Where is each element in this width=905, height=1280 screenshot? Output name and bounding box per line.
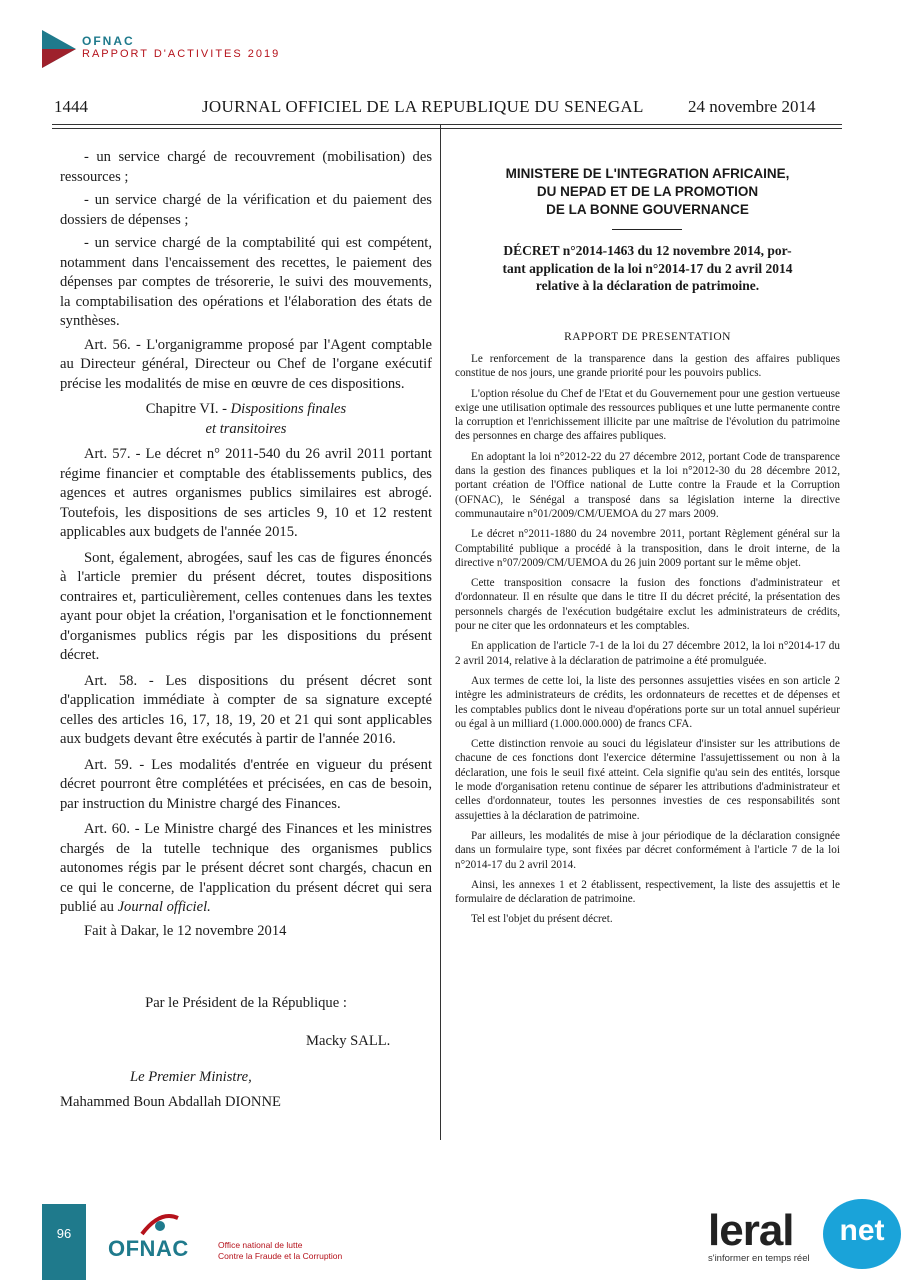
article-59: Art. 59. - Les modalités d'entrée en vigueur du présent décret pourront être complétées et précisées, en cas de besoin, par instruction du Ministre chargé des Finances. xyxy=(60,756,432,812)
paragraph: Ainsi, les annexes 1 et 2 établissent, respectivement, la liste des assujettis et le formulaire de déclaration de patrimoine. xyxy=(455,878,840,906)
journal-date: 24 novembre 2014 xyxy=(688,97,816,116)
leral-tagline: s'informer en temps réel xyxy=(708,1253,810,1264)
header-report-title: RAPPORT D'ACTIVITES 2019 xyxy=(82,48,281,60)
leral-logo-text: leral xyxy=(708,1206,794,1255)
paragraph: En application de l'article 7-1 de la loi du 27 décembre 2012, la loi n°2014-17 du 2 avril 2014, relative à la déclaration de patrimoine a été promulguée. xyxy=(455,640,840,667)
chapter-title-line1: Dispositions finales xyxy=(230,401,347,417)
list-item: - un service chargé de la vérification et du paiement des dossiers de dépenses ; xyxy=(60,192,432,228)
decree-line-3: relative à la déclaration de patrimoine. xyxy=(535,278,760,293)
decree-line-1: DÉCRET n°2014-1463 du 12 novembre 2014, por- xyxy=(503,243,792,258)
right-column xyxy=(455,352,840,927)
chapter-title-line2: et transitoires xyxy=(205,420,287,437)
paragraph: Cette transposition consacre la fusion des fonctions d'administrateur et d'ordonnateur. Il en résulte que dans le titre II du décret précité, la présentation des personnels chargés de l'exécution budgétaire exclut les administrateurs de crédits, pour ne citer que les ordonnateurs et les comptables. xyxy=(455,577,840,633)
header-rule-secondary xyxy=(52,128,842,129)
article-60-text: Art. 60. - Le Ministre chargé des Finances et les ministres chargés de la tutelle technique des organismes publics autonomes régis par le présent décret sont chargés, chacun en ce qui le concerne, de l'application du présent décret qui sera publié au xyxy=(60,821,432,915)
article-56: Art. 56. - L'organigramme proposé par l'Agent comptable au Directeur général, Directeur ou Chef de l'organe exécutif précise les modalités de mise en œuvre de ces dispositions. xyxy=(60,336,432,392)
ofnac-header-logo-accent-icon xyxy=(42,49,76,68)
list-item: - un service chargé de recouvrement (mobilisation) des ressources ; xyxy=(60,149,432,185)
by-president-line: Par le Président de la République : xyxy=(145,995,347,1011)
ofnac-tagline-line1: Office national de lutte xyxy=(218,1240,303,1250)
paragraph: Par ailleurs, les modalités de mise à jour périodique de la déclaration consignée dans un formulaire type, sont fixées par décret conformément à l'article 7 de la loi n°2014-17 du 2 avril 2014. xyxy=(455,829,840,871)
article-58: Art. 58. - Les dispositions du présent décret sont d'application immédiate à compter de sa signature excepté celles des articles 16, 17, 18, 19, 20 et 21 qui sont applicables aux budgets devant être exécutés à partir de l'année 2016. xyxy=(60,672,432,747)
paragraph: L'option résolue du Chef de l'Etat et du Gouvernement pour une gestion vertueuse exige une utilisation optimale des ressources publiques et une lutte permanente contre la corruption et l'enrichissement illicite par une maîtrise de l'évolution du patrimoine des personnes en charge des affaires publiques. xyxy=(455,387,840,443)
journal-title: JOURNAL OFFICIEL DE LA REPUBLIQUE DU SENEGAL xyxy=(202,97,644,116)
chapter-prefix: Chapitre VI. - xyxy=(145,401,231,417)
header-rule xyxy=(52,124,842,125)
ministry-divider xyxy=(612,229,682,230)
left-column xyxy=(60,148,432,941)
prime-minister-name: Mahammed Boun Abdallah DIONNE xyxy=(60,1094,281,1110)
paragraph: Cette distinction renvoie au souci du législateur d'insister sur les attributions de chacune de ces fonctions dont l'exercice détermine l'assujettissement ou non à la déclaration, une fois le seuil fixé atteint. Cela signifie qu'au sein des entités, lorsque le mode d'organisation retenu continue de séparer les attributions d'administrateur et celles d'ordonnateur, toutes les personnes investies de ces responsabilités sont assujetties à la déclaration de patrimoine. xyxy=(455,738,840,822)
decree-line-2: tant application de la loi n°2014-17 du 2 avril 2014 xyxy=(502,260,793,276)
journal-page-number: 1444 xyxy=(54,97,88,116)
ministry-line-3: DE LA BONNE GOUVERNANCE xyxy=(546,202,749,217)
journal-officiel-ref: Journal officiel. xyxy=(117,899,211,915)
article-60 xyxy=(60,820,432,918)
ofnac-tagline xyxy=(218,1240,342,1262)
president-name: Macky SALL. xyxy=(306,1033,391,1049)
list-item: - un service chargé de la comptabilité qui est compétent, notamment dans l'encaissement des recettes, le paiement des dépenses par comptes de trésorerie, le suivi des mouvements, la comptabilisation des opérations et l'élaboration des états de synthèses. xyxy=(60,235,432,329)
ministry-heading xyxy=(455,165,840,219)
report-page-number: 96 xyxy=(56,1226,72,1241)
page-number-tab xyxy=(42,1204,86,1280)
ministry-line-2: DU NEPAD ET DE LA PROMOTION xyxy=(536,184,759,199)
header-org: OFNAC xyxy=(82,34,135,48)
ofnac-logo: OFNAC xyxy=(108,1236,189,1261)
decree-title xyxy=(455,242,840,295)
ofnac-tagline-line2: Contre la Fraude et la Corruption xyxy=(218,1251,343,1261)
paragraph: En adoptant la loi n°2012-22 du 27 décembre 2012, portant Code de transparence dans la gestion des finances publiques et la loi n°2012-30 du 28 décembre 2012, portant création de l'Office national de Lutte contre la Fraude et la Corruption (OFNAC), le Sénégal a transposé dans sa législation interne la directive communautaire n°01/2009/CM/UEMOA du 27 mars 2009. xyxy=(455,450,840,520)
column-divider xyxy=(440,125,441,1140)
paragraph: Le décret n°2011-1880 du 24 novembre 2011, portant Règlement général sur la Comptabilité publique a procédé à la transposition, dans le droit interne, de la directive n°07/2009/CM/UEMOA du 26 juin 2009 portant sur le même objet. xyxy=(455,528,840,569)
signature-place-date: Fait à Dakar, le 12 novembre 2014 xyxy=(84,922,287,939)
chapter-heading xyxy=(60,400,432,439)
ministry-line-1: MINISTERE DE L'INTEGRATION AFRICAINE, xyxy=(505,166,790,181)
leral-net-text: net xyxy=(839,1214,885,1247)
paragraph: Sont, également, abrogées, sauf les cas de figures énoncés à l'article premier du présent décret, toutes dispositions contraires et, particulièrement, celles contenues dans les textes ayant pour objet la création, l'organisation et le fonctionnement d'organismes publics régis par les dispositions du présent décret. xyxy=(60,549,432,663)
paragraph: Le renforcement de la transparence dans la gestion des affaires publiques constitue de nos jours, une grande priorité pour les pouvoirs publics. xyxy=(455,353,840,380)
article-57: Art. 57. - Le décret n° 2011-540 du 26 avril 2011 portant régime financier et comptable des établissements publics, des agences et autres organismes publics similaires est abrogé. Toutefois, les dispositions de ses articles 9, 10 et 12 restent applicables aux budgets de l'année 2015. xyxy=(60,446,432,540)
rapport-heading: RAPPORT DE PRESENTATION xyxy=(564,331,731,343)
ofnac-emblem-icon xyxy=(138,1208,182,1238)
prime-minister-title: Le Premier Ministre, xyxy=(130,1069,252,1085)
paragraph: Tel est l'objet du présent décret. xyxy=(471,913,613,926)
paragraph: Aux termes de cette loi, la liste des personnes assujetties visées en son article 2 intègre les administrateurs de crédits, les ordonnateurs de recettes et de dépenses et les comptables publics dont le niveau d'opérations porte sur un total annuel supérieur ou égal à un milliard (1.000.000.000) de francs CFA. xyxy=(455,674,840,730)
